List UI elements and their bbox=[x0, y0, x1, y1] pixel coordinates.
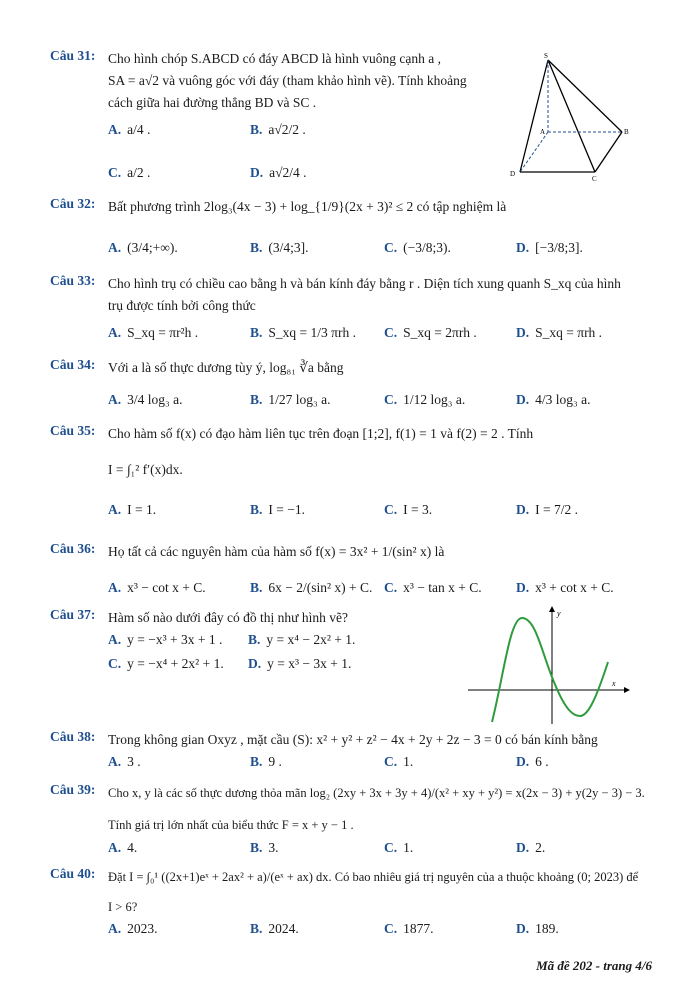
option-a[interactable]: A. (3/4;+∞). bbox=[108, 240, 178, 255]
option-c[interactable]: C. S_xq = 2πrh . bbox=[384, 325, 477, 340]
vertex-label: S bbox=[544, 52, 548, 60]
option-c[interactable]: C. y = −x⁴ + 2x² + 1. bbox=[108, 656, 224, 671]
question-line: trụ được tính bởi công thức bbox=[108, 298, 256, 313]
question-label: Câu 34: bbox=[50, 357, 96, 372]
question-label: Câu 39: bbox=[50, 782, 96, 797]
option-d[interactable]: D. I = 7/2 . bbox=[516, 502, 578, 517]
option-a[interactable]: A. I = 1. bbox=[108, 502, 157, 517]
option-c[interactable]: C. 1877. bbox=[384, 921, 434, 936]
option-c[interactable]: C. x³ − tan x + C. bbox=[384, 580, 482, 595]
question-line: I > 6? bbox=[108, 900, 138, 914]
vertex-label: C bbox=[592, 175, 597, 183]
question-line: Cho x, y là các số thực dương thỏa mãn log₂ (2xy + 3x + 3y + 4)/(x² + xy + y²) = x(2x − 3) + y(2y − 3) − 3. bbox=[108, 786, 645, 800]
question-label: Câu 37: bbox=[50, 607, 96, 622]
option-c[interactable]: C. a/2 . bbox=[108, 165, 151, 180]
option-a[interactable]: A. y = −x³ + 3x + 1 . bbox=[108, 632, 223, 647]
option-b[interactable]: B. 3. bbox=[250, 840, 279, 855]
question-line: Hàm số nào dưới đây có đồ thị như hình vẽ? bbox=[108, 610, 348, 625]
question-label: Câu 38: bbox=[50, 729, 96, 744]
question-label: Câu 33: bbox=[50, 273, 96, 288]
option-b[interactable]: B. y = x⁴ − 2x² + 1. bbox=[248, 632, 356, 647]
question-line: Với a là số thực dương tùy ý, log₈₁ ∛a bằng bbox=[108, 360, 344, 375]
cubic-graph-figure bbox=[462, 604, 632, 726]
option-a[interactable]: A. 3 . bbox=[108, 754, 141, 769]
question-line: Đặt I = ∫₀¹ ((2x+1)eˣ + 2ax² + a)/(eˣ + ax) dx. Có bao nhiêu giá trị nguyên của a thuộc khoảng (0; 2023) để bbox=[108, 870, 639, 884]
question-label: Câu 31: bbox=[50, 48, 96, 63]
question-line: Cho hình trụ có chiều cao bằng h và bán kính đáy bằng r . Diện tích xung quanh S_xq của hình bbox=[108, 276, 621, 291]
option-c[interactable]: C. 1. bbox=[384, 754, 414, 769]
question-line: Bất phương trình 2log₃(4x − 3) + log_{1/9}(2x + 3)² ≤ 2 có tập nghiệm là bbox=[108, 199, 507, 214]
option-d[interactable]: D. [−3/8;3]. bbox=[516, 240, 583, 255]
question-label: Câu 40: bbox=[50, 866, 96, 881]
question-line: I = ∫₁² f′(x)dx. bbox=[108, 462, 183, 477]
question-line: Tính giá trị lớn nhất của biểu thức F = x + y − 1 . bbox=[108, 818, 354, 832]
option-a[interactable]: A. x³ − cot x + C. bbox=[108, 580, 206, 595]
axis-label: x bbox=[612, 679, 616, 688]
question-line: cách giữa hai đường thẳng BD và SC . bbox=[108, 95, 317, 110]
question-39 bbox=[50, 782, 660, 836]
question-32 bbox=[50, 196, 660, 218]
option-b[interactable]: B. S_xq = 1/3 πrh . bbox=[250, 325, 356, 340]
option-d[interactable]: D. 4/3 log₃ a. bbox=[516, 392, 591, 407]
option-b[interactable]: B. (3/4;3]. bbox=[250, 240, 309, 255]
question-label: Câu 32: bbox=[50, 196, 96, 211]
question-36 bbox=[50, 541, 660, 563]
question-35 bbox=[50, 423, 660, 481]
option-d[interactable]: D. 189. bbox=[516, 921, 559, 936]
vertex-label: A bbox=[540, 128, 546, 136]
option-b[interactable]: B. 1/27 log₃ a. bbox=[250, 392, 331, 407]
question-line: Trong không gian Oxyz , mặt cầu (S): x² + y² + z² − 4x + 2y + 2z − 3 = 0 có bán kính bằng bbox=[108, 732, 598, 747]
question-line: Cho hàm số f(x) có đạo hàm liên tục trên đoạn [1;2], f(1) = 1 và f(2) = 2 . Tính bbox=[108, 426, 534, 441]
question-34 bbox=[50, 357, 660, 379]
question-33 bbox=[50, 273, 660, 317]
option-a[interactable]: A. 3/4 log₃ a. bbox=[108, 392, 183, 407]
page-footer: Mã đề 202 - trang 4/6 bbox=[536, 958, 652, 973]
pyramid-figure bbox=[500, 50, 640, 185]
option-c[interactable]: C. I = 3. bbox=[384, 502, 433, 517]
option-c[interactable]: C. 1/12 log₃ a. bbox=[384, 392, 466, 407]
question-line: SA = a√2 và vuông góc với đáy (tham khảo hình vẽ). Tính khoảng bbox=[108, 73, 467, 88]
option-d[interactable]: D. 6 . bbox=[516, 754, 549, 769]
question-line: Cho hình chóp S.ABCD có đáy ABCD là hình vuông cạnh a , bbox=[108, 51, 441, 66]
option-b[interactable]: B. a√2/2 . bbox=[250, 122, 306, 137]
question-label: Câu 35: bbox=[50, 423, 96, 438]
axis-label: y bbox=[557, 609, 561, 618]
option-c[interactable]: C. (−3/8;3). bbox=[384, 240, 451, 255]
option-b[interactable]: B. 6x − 2/(sin² x) + C. bbox=[250, 580, 373, 595]
vertex-label: D bbox=[510, 170, 516, 178]
question-label: Câu 36: bbox=[50, 541, 96, 556]
option-a[interactable]: A. a/4 . bbox=[108, 122, 151, 137]
option-b[interactable]: B. 9 . bbox=[250, 754, 282, 769]
option-d[interactable]: D. S_xq = πrh . bbox=[516, 325, 603, 340]
option-b[interactable]: B. 2024. bbox=[250, 921, 299, 936]
option-a[interactable]: A. S_xq = πr²h . bbox=[108, 325, 199, 340]
option-d[interactable]: D. 2. bbox=[516, 840, 546, 855]
option-a[interactable]: A. 2023. bbox=[108, 921, 158, 936]
question-38 bbox=[50, 729, 660, 751]
option-a[interactable]: A. 4. bbox=[108, 840, 138, 855]
option-d[interactable]: D. x³ + cot x + C. bbox=[516, 580, 614, 595]
option-b[interactable]: B. I = −1. bbox=[250, 502, 305, 517]
vertex-label: B bbox=[624, 128, 629, 136]
option-d[interactable]: D. a√2/4 . bbox=[250, 165, 307, 180]
option-d[interactable]: D. y = x³ − 3x + 1. bbox=[248, 656, 352, 671]
question-line: Họ tất cả các nguyên hàm của hàm số f(x) = 3x² + 1/(sin² x) là bbox=[108, 544, 445, 559]
option-c[interactable]: C. 1. bbox=[384, 840, 414, 855]
question-40 bbox=[50, 866, 660, 918]
